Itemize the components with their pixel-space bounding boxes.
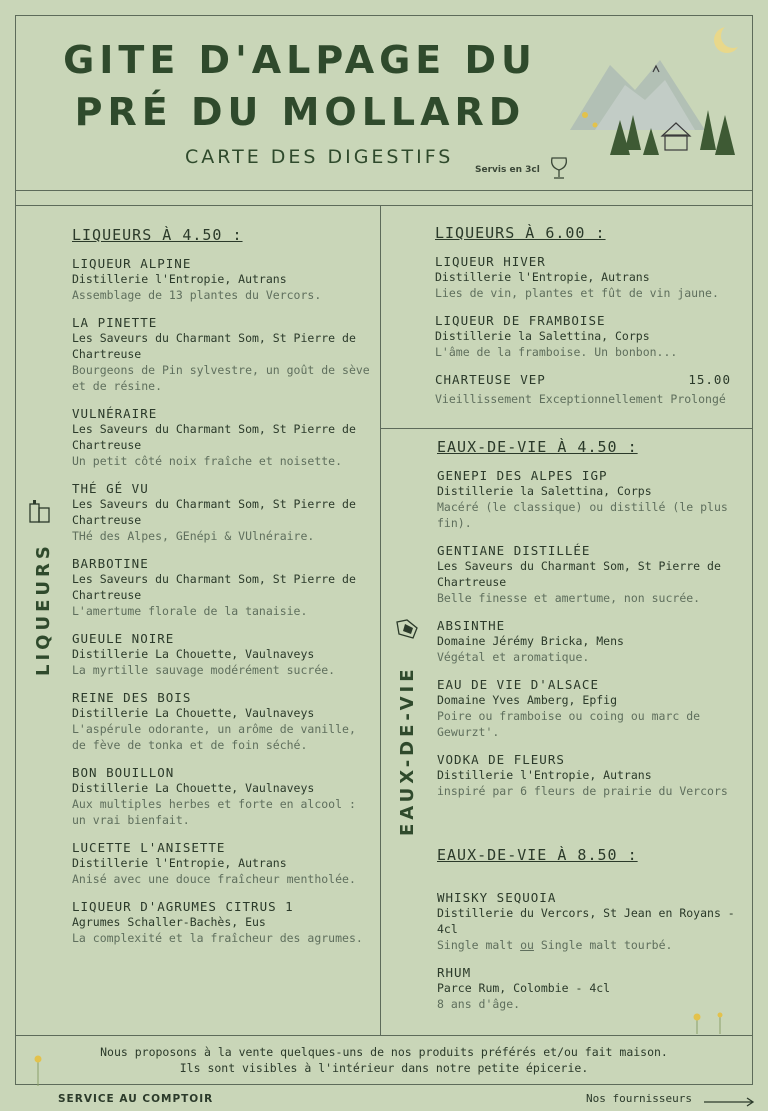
section-title: EAUX-DE-VIE À 8.50 : xyxy=(437,846,638,864)
footer-line-1: Nous proposons à la vente quelques-uns de nos produits préférés et/ou fait maison. xyxy=(100,1045,668,1059)
item-name: VODKA DE FLEURS xyxy=(437,752,565,767)
list-item xyxy=(437,677,737,740)
column-divider xyxy=(380,205,381,1035)
item-name: LIQUEUR DE FRAMBOISE xyxy=(435,313,606,328)
list-item xyxy=(72,899,372,946)
item-maker: Distillerie du Vercors, St Jean en Royans - 4cl xyxy=(437,906,735,936)
bottle-icon xyxy=(393,616,421,644)
item-description: Macéré (le classique) ou distillé (le plus fin). xyxy=(437,500,728,530)
item-name: VULNÉRAIRE xyxy=(72,406,158,421)
item-description: Single malt ou Single malt tourbé. xyxy=(437,938,673,952)
item-maker: Distillerie l'Entropie, Autrans xyxy=(72,856,287,870)
item-description: L'âme de la framboise. Un bonbon... xyxy=(435,345,678,359)
item-maker: Distillerie la Salettina, Corps xyxy=(435,329,650,343)
mountain-illustration-icon xyxy=(565,20,745,160)
item-name: LA PINETTE xyxy=(72,315,158,330)
item-description: Belle finesse et amertume, non sucrée. xyxy=(437,591,701,605)
item-maker: Distillerie La Chouette, Vaulnaveys xyxy=(72,781,315,795)
list-item xyxy=(72,690,372,753)
item-description: L'aspérule odorante, un arôme de vanille, de fève de tonka et de foin séché. xyxy=(72,722,356,752)
item-name: GUEULE NOIRE xyxy=(72,631,175,646)
item-maker: Les Saveurs du Charmant Som, St Pierre de Chartreuse xyxy=(72,497,356,527)
eaux-850-section xyxy=(437,846,737,1024)
arrow-right-icon[interactable] xyxy=(704,1097,756,1107)
item-price: 15.00 xyxy=(688,372,731,387)
item-description: Vieillissement Exceptionnellement Prolongé xyxy=(435,392,726,406)
liqueurs-450-section xyxy=(72,226,372,958)
side-label-eaux-de-vie: EAUX-DE-VIE xyxy=(397,665,418,836)
item-name: BARBOTINE xyxy=(72,556,149,571)
item-name: WHISKY SEQUOIA xyxy=(437,890,557,905)
list-item xyxy=(72,481,372,544)
list-item xyxy=(72,406,372,469)
item-name: ABSINTHE xyxy=(437,618,506,633)
item-maker: Domaine Jérémy Bricka, Mens xyxy=(437,634,624,648)
list-item xyxy=(437,618,737,665)
footer-note xyxy=(15,1044,753,1076)
item-maker: Distillerie l'Entropie, Autrans xyxy=(72,272,287,286)
bottles-icon xyxy=(22,498,54,530)
item-name: LUCETTE L'ANISETTE xyxy=(72,840,226,855)
item-maker: Distillerie la Salettina, Corps xyxy=(437,484,652,498)
right-divider xyxy=(380,428,753,429)
title-line-1: GITE D'ALPAGE DU xyxy=(63,38,537,82)
item-description: Poire ou framboise ou coing ou marc de Gewurzt'. xyxy=(437,709,701,739)
item-name: GENEPI DES ALPES IGP xyxy=(437,468,608,483)
item-name: RHUM xyxy=(437,965,472,980)
section-title: LIQUEURS À 4.50 : xyxy=(72,226,243,244)
eaux-450-section xyxy=(437,438,737,811)
list-item xyxy=(437,468,737,531)
list-item xyxy=(437,752,737,799)
title-line-2: PRÉ DU MOLLARD xyxy=(74,90,526,134)
section-title: LIQUEURS À 6.00 : xyxy=(435,224,606,242)
item-maker: Les Saveurs du Charmant Som, St Pierre de Chartreuse xyxy=(437,559,721,589)
header-divider xyxy=(15,190,753,191)
item-maker: Distillerie l'Entropie, Autrans xyxy=(435,270,650,284)
suppliers-link[interactable]: Nos fournisseurs xyxy=(586,1092,692,1105)
serving-note: Servis en 3cl xyxy=(475,165,540,175)
item-name: EAU DE VIE D'ALSACE xyxy=(437,677,599,692)
section-title: EAUX-DE-VIE À 4.50 : xyxy=(437,438,638,456)
page-title xyxy=(60,34,540,138)
item-name: LIQUEUR ALPINE xyxy=(72,256,192,271)
list-item xyxy=(437,543,737,606)
list-item xyxy=(435,313,731,360)
item-maker: Distillerie l'Entropie, Autrans xyxy=(437,768,652,782)
side-label-liqueurs: LIQUEURS xyxy=(33,542,54,676)
item-description: Bourgeons de Pin sylvestre, un goût de sève et de résine. xyxy=(72,363,370,393)
item-name: BON BOUILLON xyxy=(72,765,175,780)
list-item xyxy=(72,256,372,303)
list-item xyxy=(437,890,737,953)
list-item xyxy=(435,372,731,407)
item-description: 8 ans d'âge. xyxy=(437,997,521,1011)
list-item xyxy=(72,315,372,394)
list-item xyxy=(437,965,737,1012)
footer-line-2: Ils sont visibles à l'intérieur dans notre petite épicerie. xyxy=(179,1061,589,1075)
item-name: THÉ GÉ VU xyxy=(72,481,149,496)
item-description: La complexité et la fraîcheur des agrumes. xyxy=(72,931,363,945)
item-maker: Les Saveurs du Charmant Som, St Pierre de Chartreuse xyxy=(72,331,356,361)
item-maker: Parce Rum, Colombie - 4cl xyxy=(437,981,611,995)
list-item xyxy=(435,254,731,301)
item-name: LIQUEUR D'AGRUMES CITRUS 1 xyxy=(72,899,294,914)
item-description: Anisé avec une douce fraîcheur mentholée. xyxy=(72,872,356,886)
flowers-icon xyxy=(688,1010,728,1036)
item-description: Un petit côté noix fraîche et noisette. xyxy=(72,454,343,468)
list-item xyxy=(72,765,372,828)
list-item xyxy=(72,631,372,678)
page-subtitle: CARTE DES DIGESTIFS xyxy=(185,146,454,168)
item-description: Assemblage de 13 plantes du Vercors. xyxy=(72,288,322,302)
list-item xyxy=(72,840,372,887)
item-name: REINE DES BOIS xyxy=(72,690,192,705)
item-description: Aux multiples herbes et forte en alcool : un vrai bienfait. xyxy=(72,797,356,827)
item-maker: Distillerie La Chouette, Vaulnaveys xyxy=(72,647,315,661)
item-name: GENTIANE DISTILLÉE xyxy=(437,543,591,558)
header-divider-2 xyxy=(15,205,753,206)
item-description: THé des Alpes, GEnépi & VUlnéraire. xyxy=(72,529,315,543)
item-maker: Les Saveurs du Charmant Som, St Pierre de Chartreuse xyxy=(72,572,356,602)
item-description: La myrtille sauvage modérément sucrée. xyxy=(72,663,336,677)
item-description: Lies de vin, plantes et fût de vin jaune. xyxy=(435,286,719,300)
liqueurs-600-section xyxy=(435,224,731,419)
item-maker: Agrumes Schaller-Bachès, Eus xyxy=(72,915,266,929)
item-name: CHARTEUSE VEP xyxy=(435,372,546,387)
item-maker: Domaine Yves Amberg, Epfig xyxy=(437,693,618,707)
item-description: Végétal et aromatique. xyxy=(437,650,590,664)
item-name: LIQUEUR HIVER xyxy=(435,254,546,269)
service-label: SERVICE AU COMPTOIR xyxy=(58,1093,214,1105)
footer-divider xyxy=(15,1035,753,1036)
item-maker: Distillerie La Chouette, Vaulnaveys xyxy=(72,706,315,720)
item-description: inspiré par 6 fleurs de prairie du Vercors xyxy=(437,784,728,798)
item-description: L'amertume florale de la tanaisie. xyxy=(72,604,308,618)
item-maker: Les Saveurs du Charmant Som, St Pierre de Chartreuse xyxy=(72,422,356,452)
list-item xyxy=(72,556,372,619)
